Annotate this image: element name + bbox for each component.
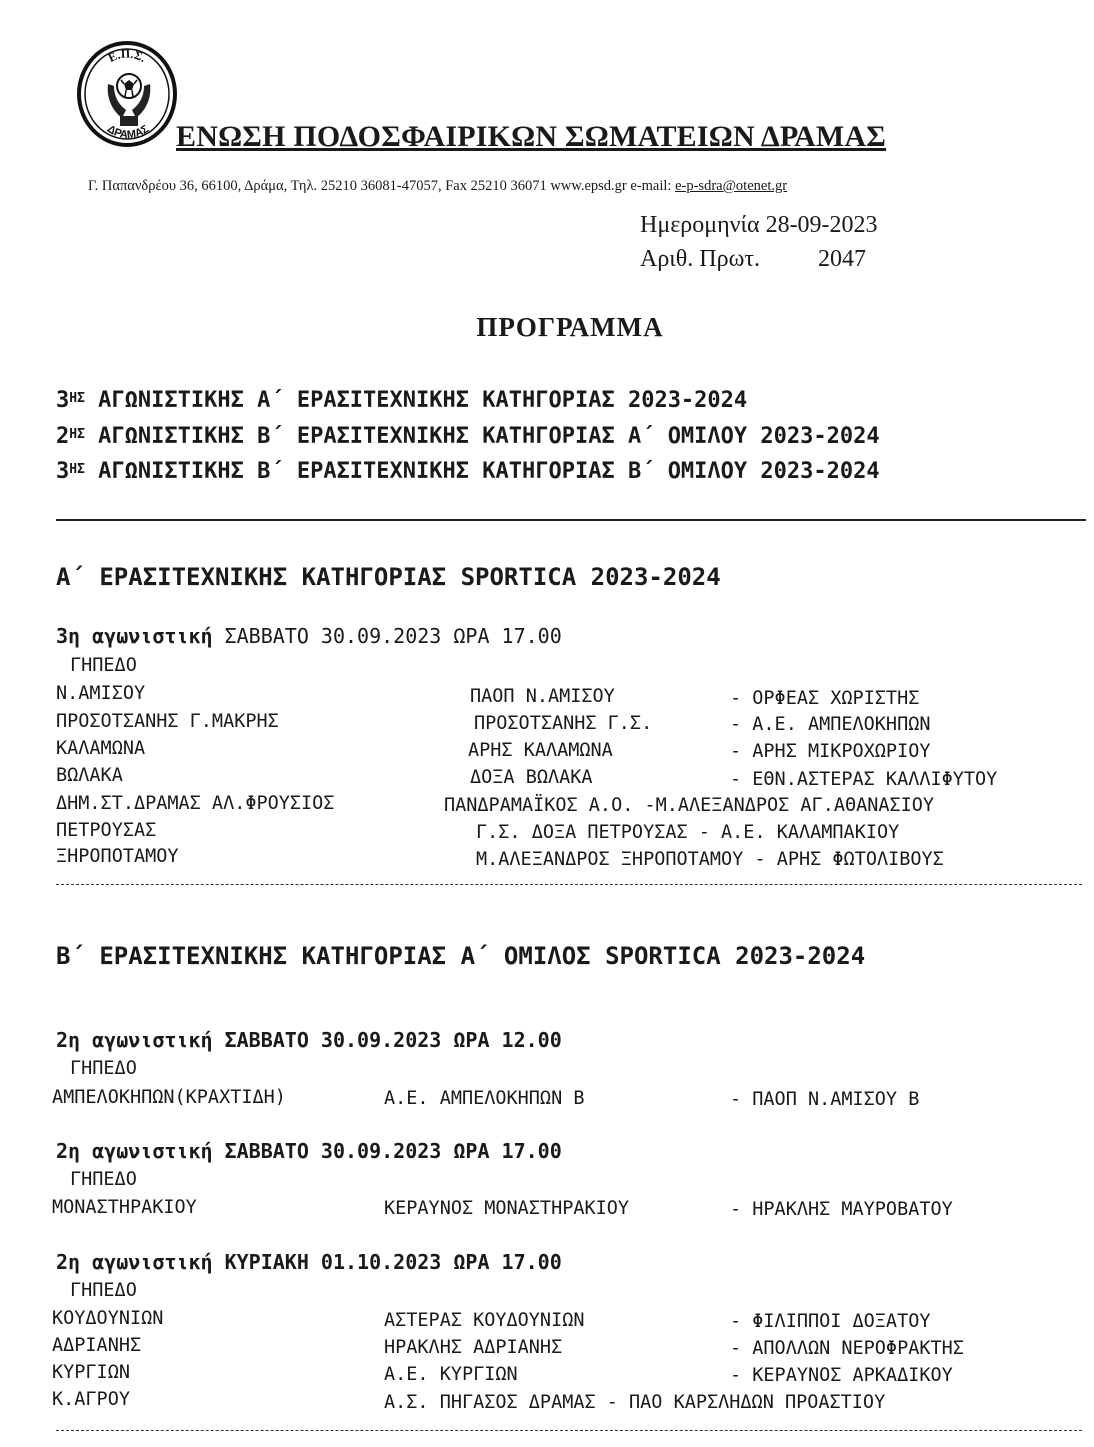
match-away-team: - ΑΠΟΛΛΩΝ ΝΕΡΟΦΡΑΚΤΗΣ xyxy=(730,1338,964,1359)
match-fixture: ΠΑΝΔΡΑΜΑΪΚΟΣ Α.Ο. -Μ.ΑΛΕΞΑΝΔΡΟΣ ΑΓ.ΑΘΑΝΑΣΙΟΥ xyxy=(444,795,935,816)
match-home-team: ΠΡΟΣΟΤΣΑΝΗΣ Γ.Σ. xyxy=(474,713,653,734)
protocol-label: Αριθ. Πρωτ. xyxy=(640,246,761,272)
protocol-line xyxy=(640,246,866,273)
match-home-team: ΚΕΡΑΥΝΟΣ ΜΟΝΑΣΤΗΡΑΚΙΟΥ xyxy=(384,1198,630,1219)
heading-line-3: $3^{H\Sigma}$ ΑΓΩΝΙΣΤΙΚΗΣ Β΄ ΕΡΑΣΙΤΕΧΝΙΚΗΣ ΚΑΤΗΓΟΡΙΑΣ Β΄ ΟΜΙΛΟΥ 2023-2024 xyxy=(56,459,880,484)
match-stadium: ΜΟΝΑΣΤΗΡΑΚΙΟΥ xyxy=(52,1197,197,1218)
match-home-team: Α.Ε. ΚΥΡΓΙΩΝ xyxy=(384,1364,518,1385)
section-a-title: Α΄ ΕΡΑΣΙΤΕΧΝΙΚΗΣ ΚΑΤΗΓΟΡΙΑΣ SPORTICA 2023-2024 xyxy=(56,563,721,591)
contact-line xyxy=(88,178,787,195)
contact-email-link[interactable]: e-p-sdra@otenet.gr xyxy=(675,178,788,194)
match-stadium: Κ.ΑΓΡΟΥ xyxy=(52,1389,130,1410)
heading-line-2: $2^{H\Sigma}$ ΑΓΩΝΙΣΤΙΚΗΣ Β΄ ΕΡΑΣΙΤΕΧΝΙΚΗΣ ΚΑΤΗΓΟΡΙΑΣ Α΄ ΟΜΙΛΟΥ 2023-2024 xyxy=(56,424,880,449)
svg-text:Ε.Π.Σ.: Ε.Π.Σ. xyxy=(106,46,149,66)
match-stadium: Ν.ΑΜΙΣΟΥ xyxy=(56,683,146,704)
stadium-column-label: ΓΗΠΕΔΟ xyxy=(70,655,137,676)
match-stadium: ΑΔΡΙΑΝΗΣ xyxy=(52,1335,142,1356)
heading-divider xyxy=(56,519,1086,521)
match-home-team: ΑΣΤΕΡΑΣ ΚΟΥΔΟΥΝΙΩΝ xyxy=(384,1310,585,1331)
match-away-team: - ΕΘΝ.ΑΣΤΕΡΑΣ ΚΑΛΛΙΦΥΤΟΥ xyxy=(730,769,998,790)
match-fixture: Α.Σ. ΠΗΓΑΣΟΣ ΔΡΑΜΑΣ - ΠΑΟ ΚΑΡΣΛΗΔΩΝ ΠΡΟΑΣΤΙΟΥ xyxy=(384,1392,886,1413)
match-home-team: ΔΟΞΑ ΒΩΛΑΚΑ xyxy=(470,767,593,788)
match-stadium: ΑΜΠΕΛΟΚΗΠΩΝ(ΚΡΑΧΤΙΔΗ) xyxy=(52,1087,286,1108)
date-line xyxy=(640,212,878,239)
section-a-round-header: 3η αγωνιστική ΣΑΒΒΑΤΟ 30.09.2023 ΩΡΑ 17.00 xyxy=(56,624,562,648)
document-title: ΠΡΟΓΡΑΜΜΑ xyxy=(476,312,664,342)
protocol-value: 2047 xyxy=(818,246,866,272)
stadium-column-label: ΓΗΠΕΔΟ xyxy=(70,1058,137,1079)
match-away-team: - ΑΡΗΣ ΜΙΚΡΟΧΩΡΙΟΥ xyxy=(730,741,931,762)
date-value: 28-09-2023 xyxy=(765,212,878,238)
section-a-divider xyxy=(56,884,1082,885)
match-stadium: ΒΩΛΑΚΑ xyxy=(56,765,123,786)
section-b-divider xyxy=(56,1430,1082,1431)
eps-dramas-logo xyxy=(76,40,178,148)
match-home-team: ΑΡΗΣ ΚΑΛΑΜΩΝΑ xyxy=(468,740,613,761)
contact-address: Γ. Παπανδρέου 36, 66100, Δράμα, Τηλ. 25210 36081-47057, Fax 25210 36071 www.epsd.gr e-mail: xyxy=(88,178,676,194)
match-stadium: ΚΑΛΑΜΩΝΑ xyxy=(56,738,146,759)
match-home-team: ΗΡΑΚΛΗΣ ΑΔΡΙΑΝΗΣ xyxy=(384,1337,563,1358)
match-away-team: - ΟΡΦΕΑΣ ΧΩΡΙΣΤΗΣ xyxy=(730,688,920,709)
stadium-column-label: ΓΗΠΕΔΟ xyxy=(70,1280,137,1301)
match-fixture: Μ.ΑΛΕΞΑΝΔΡΟΣ ΞΗΡΟΠΟΤΑΜΟΥ - ΑΡΗΣ ΦΩΤΟΛΙΒΟΥΣ xyxy=(476,849,944,870)
match-away-team: - ΠΑΟΠ Ν.ΑΜΙΣΟΥ Β xyxy=(730,1089,920,1110)
organization-title: ΕΝΩΣΗ ΠΟΔΟΣΦΑΙΡΙΚΩΝ ΣΩΜΑΤΕΙΩΝ ΔΡΑΜΑΣ xyxy=(176,120,887,153)
match-stadium: ΠΕΤΡΟΥΣΑΣ xyxy=(56,820,157,841)
match-away-team: - Α.Ε. ΑΜΠΕΛΟΚΗΠΩΝ xyxy=(730,714,931,735)
match-stadium: ΞΗΡΟΠΟΤΑΜΟΥ xyxy=(56,846,179,867)
match-home-team: ΠΑΟΠ Ν.ΑΜΙΣΟΥ xyxy=(470,686,615,707)
svg-text:ΔΡΑΜΑΣ: ΔΡΑΜΑΣ xyxy=(104,123,152,142)
stadium-column-label: ΓΗΠΕΔΟ xyxy=(70,1169,137,1190)
match-fixture: Γ.Σ. ΔΟΞΑ ΠΕΤΡΟΥΣΑΣ - Α.Ε. ΚΑΛΑΜΠΑΚΙΟΥ xyxy=(476,822,900,843)
heading-line-1: $3^{H\Sigma}$ ΑΓΩΝΙΣΤΙΚΗΣ Α΄ ΕΡΑΣΙΤΕΧΝΙΚΗΣ ΚΑΤΗΓΟΡΙΑΣ 2023-2024 xyxy=(56,388,748,413)
section-b-round-header: 2η αγωνιστική ΚΥΡΙΑΚΗ 01.10.2023 ΩΡΑ 17.00 xyxy=(56,1250,562,1274)
match-stadium: ΚΟΥΔΟΥΝΙΩΝ xyxy=(52,1308,164,1329)
match-stadium: ΠΡΟΣΟΤΣΑΝΗΣ Γ.ΜΑΚΡΗΣ xyxy=(56,711,279,732)
match-away-team: - ΚΕΡΑΥΝΟΣ ΑΡΚΑΔΙΚΟΥ xyxy=(730,1365,953,1386)
date-label: Ημερομηνία xyxy=(640,212,760,238)
section-b-round-header: 2η αγωνιστική ΣΑΒΒΑΤΟ 30.09.2023 ΩΡΑ 17.00 xyxy=(56,1139,562,1163)
section-b-round-header: 2η αγωνιστική ΣΑΒΒΑΤΟ 30.09.2023 ΩΡΑ 12.00 xyxy=(56,1028,562,1052)
section-b-title: Β΄ ΕΡΑΣΙΤΕΧΝΙΚΗΣ ΚΑΤΗΓΟΡΙΑΣ Α΄ ΟΜΙΛΟΣ SPORTICA 2023-2024 xyxy=(56,942,866,970)
match-home-team: Α.Ε. ΑΜΠΕΛΟΚΗΠΩΝ Β xyxy=(384,1088,585,1109)
match-stadium: ΔΗΜ.ΣΤ.ΔΡΑΜΑΣ ΑΛ.ΦΡΟΥΣΙΟΣ xyxy=(56,793,335,814)
match-stadium: ΚΥΡΓΙΩΝ xyxy=(52,1362,130,1383)
match-away-team: - ΦΙΛΙΠΠΟΙ ΔΟΞΑΤΟΥ xyxy=(730,1311,931,1332)
match-away-team: - ΗΡΑΚΛΗΣ ΜΑΥΡΟΒΑΤΟΥ xyxy=(730,1199,953,1220)
